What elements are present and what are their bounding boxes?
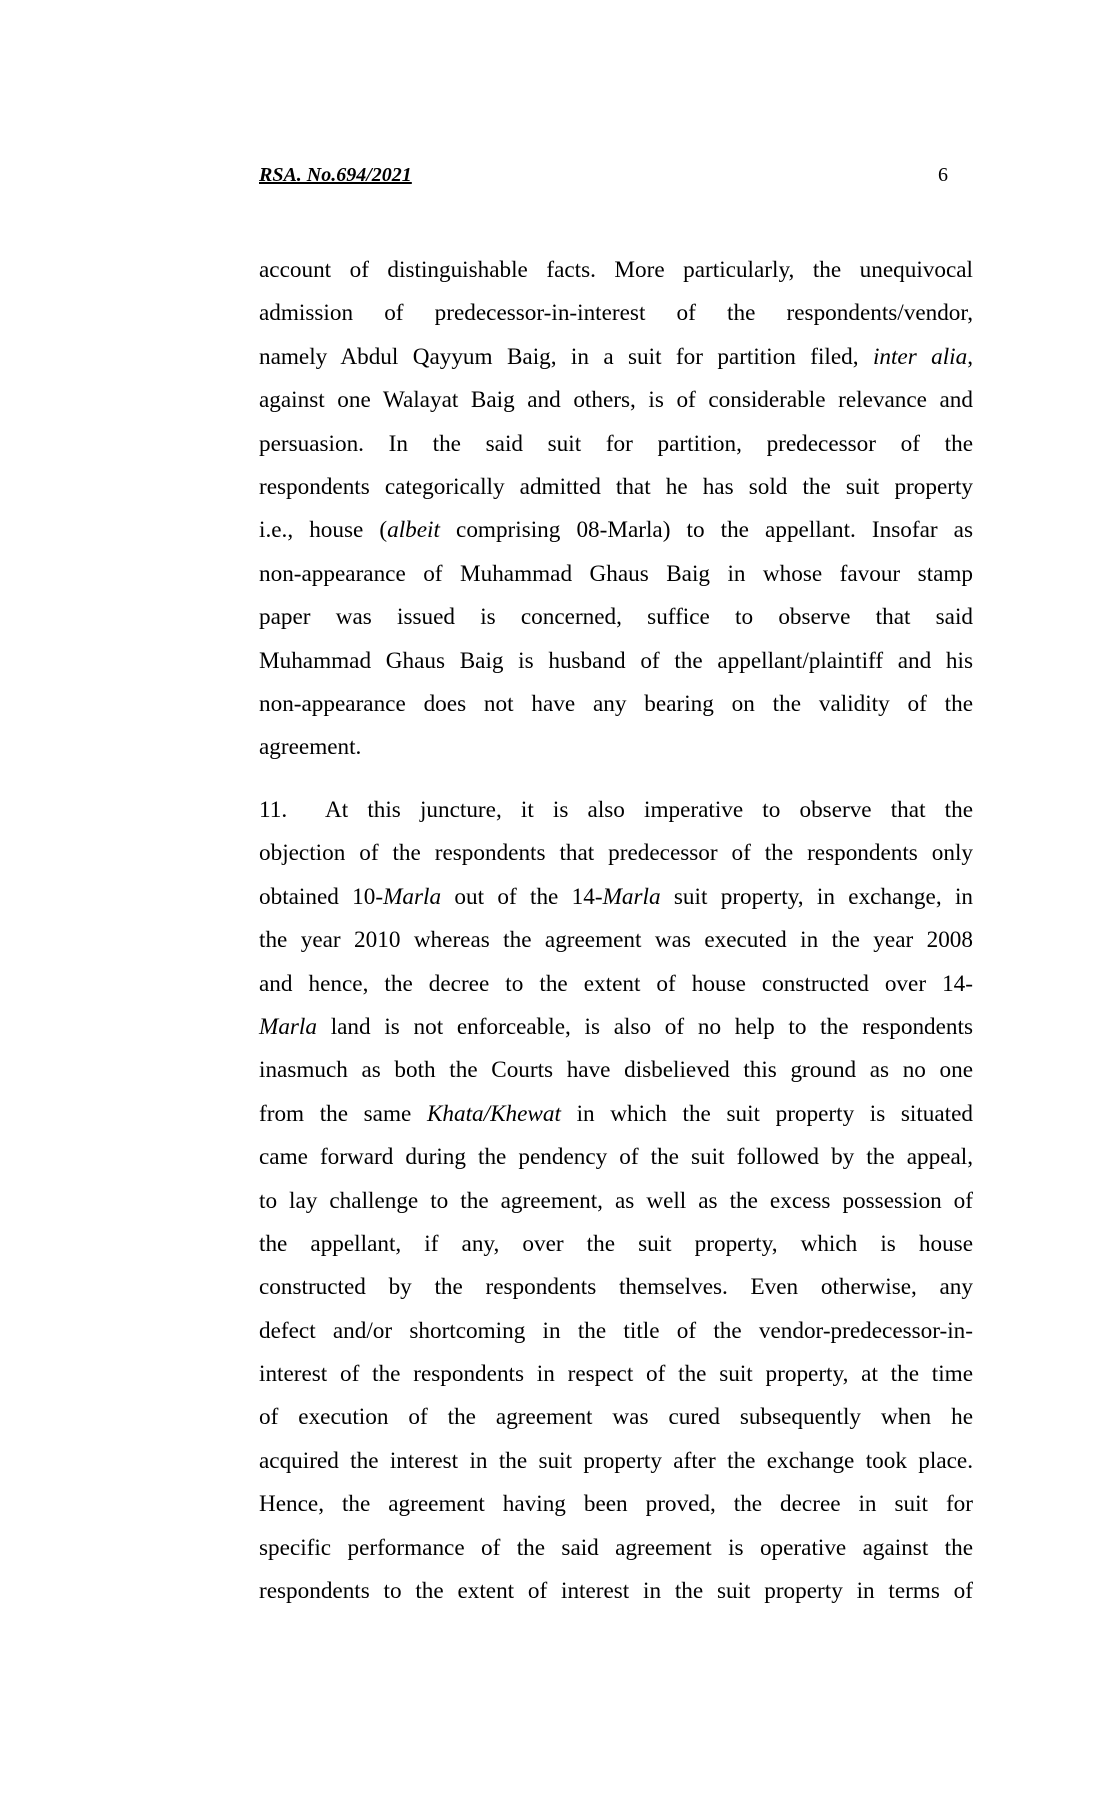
text-line: came forward during the pendency of the suit followed by the appeal,: [259, 1144, 973, 1171]
italic-term: albeit: [387, 517, 440, 544]
text-line: obtained 10-Marla out of the 14-Marla suit property, in exchange, in: [259, 883, 973, 910]
text-line: i.e., house (albeit comprising 08-Marla) to the appellant. Insofar as: [259, 517, 973, 544]
text-line: specific performance of the said agreement is operative against the: [259, 1534, 973, 1561]
text-line: namely Abdul Qayyum Baig, in a suit for partition filed, inter alia,: [259, 343, 973, 370]
text-line: the appellant, if any, over the suit property, which is house: [259, 1230, 973, 1257]
text-line: against one Walayat Baig and others, is of considerable relevance and: [259, 387, 973, 414]
text-line: Muhammad Ghaus Baig is husband of the appellant/plaintiff and his: [259, 647, 973, 674]
text-line: from the same Khata/Khewat in which the suit property is situated: [259, 1100, 974, 1127]
text-line: respondents categorically admitted that he has sold the suit property: [259, 473, 973, 500]
text-line: admission of predecessor-in-interest of the respondents/vendor,: [259, 300, 973, 327]
paragraph-number: 11.: [259, 797, 288, 823]
text-line: non-appearance does not have any bearing on the validity of the: [259, 690, 973, 717]
text-line: to lay challenge to the agreement, as well as the excess possession of: [259, 1187, 973, 1214]
italic-term: Marla: [383, 883, 442, 910]
text-line: account of distinguishable facts. More particularly, the unequivocal: [259, 257, 973, 283]
text-line: Hence, the agreement having been proved, the decree in suit for: [259, 1491, 973, 1518]
page-number: 6: [938, 164, 948, 186]
text-line: inasmuch as both the Courts have disbelieved this ground as no one: [259, 1057, 973, 1084]
paragraph-11: [259, 789, 973, 1613]
text-line: respondents to the extent of interest in the suit property in terms of: [259, 1578, 973, 1605]
italic-term: Marla: [602, 883, 661, 910]
text-line: paper was issued is concerned, suffice to observe that said: [259, 604, 973, 631]
text-line: objection of the respondents that predecessor of the respondents only: [259, 840, 973, 867]
paragraph-continued: [259, 249, 973, 770]
text-line: persuasion. In the said suit for partition, predecessor of the: [259, 430, 973, 457]
text-line: non-appearance of Muhammad Ghaus Baig in whose favour stamp: [259, 560, 973, 587]
text-line: defect and/or shortcoming in the title of the vendor-predecessor-in-: [259, 1317, 973, 1344]
text-line: interest of the respondents in respect of the suit property, at the time: [259, 1361, 973, 1388]
text-line: of execution of the agreement was cured subsequently when he: [259, 1404, 973, 1431]
italic-term: Khata/Khewat: [426, 1100, 561, 1127]
text-line: acquired the interest in the suit property after the exchange took place.: [259, 1447, 973, 1474]
text-line: the year 2010 whereas the agreement was executed in the year 2008: [259, 927, 973, 954]
text-line: and hence, the decree to the extent of house constructed over 14-: [259, 970, 973, 997]
text-line: agreement.: [259, 734, 362, 761]
case-number-header: RSA. No.694/2021: [259, 164, 412, 186]
text-line: constructed by the respondents themselves. Even otherwise, any: [259, 1274, 973, 1301]
text-line: Marla land is not enforceable, is also of no help to the respondents: [259, 1013, 973, 1040]
italic-term: inter alia: [872, 343, 968, 370]
text-line: 11. At this juncture, it is also imperative to observe that the: [259, 789, 973, 832]
italic-term: Marla: [259, 1013, 317, 1040]
